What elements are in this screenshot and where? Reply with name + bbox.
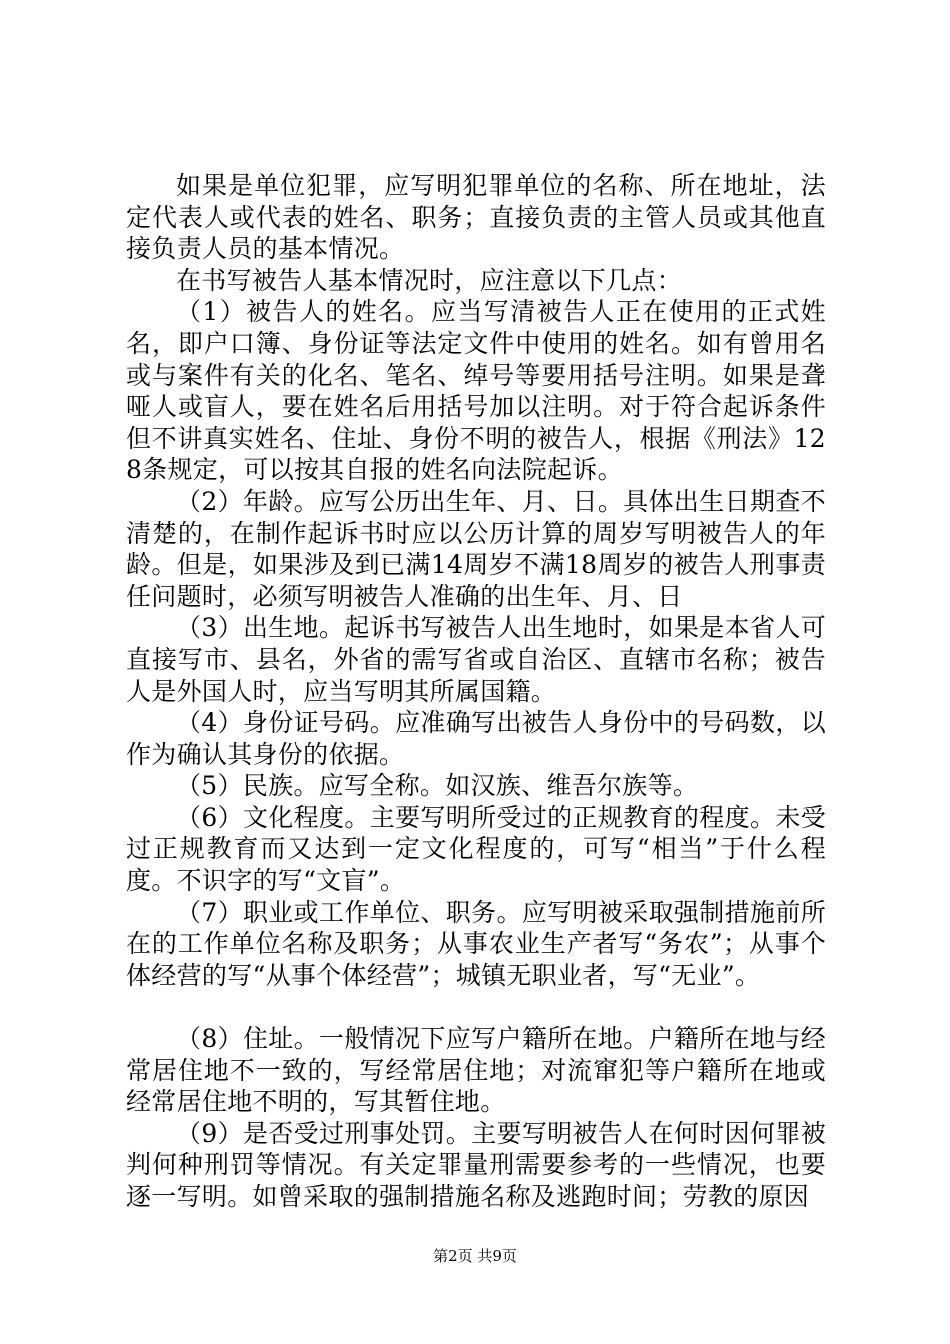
paragraph-item-8-address: （8）住址。一般情况下应写户籍所在地。户籍所在地与经常居住地不一致的，写经常居住地；对流窜犯等户籍所在地或经常居住地不明的，写其暂住地。 (126, 1024, 826, 1117)
paragraph-item-1-name: （1）被告人的姓名。应当写清被告人正在使用的正式姓名，即户口簿、身份证等法定文件中使用的姓名。如有曾用名或与案件有关的化名、笔名、绰号等要用括号注明。如果是聋哑人或盲人，要在姓名后用括号加以注明。对于符合起诉条件但不讲真实姓名、住址、身份不明的被告人，根据《刑法》128条规定，可以按其自报的姓名向法院起诉。 (126, 297, 826, 485)
paragraph-item-7-occupation: （7）职业或工作单位、职务。应写明被采取强制措施前所在的工作单位名称及职务；从事农业生产者写“务农”；从事个体经营的写“从事个体经营”；城镇无职业者，写“无业”。 (126, 897, 826, 990)
paragraph-unit-crime: 如果是单位犯罪，应写明犯罪单位的名称、所在地址，法定代表人或代表的姓名、职务；直接负责的主管人员或其他直接负责人员的基本情况。 (126, 171, 826, 264)
page-footer: 第2页 共9页 (433, 1247, 517, 1265)
document-body (126, 170, 826, 1213)
paragraph-item-4-id-number: （4）身份证号码。应准确写出被告人身份中的号码数，以作为确认其身份的依据。 (126, 708, 826, 769)
blank-line (126, 991, 826, 1023)
paragraph-item-2-age: （2）年龄。应写公历出生年、月、日。具体出生日期查不清楚的，在制作起诉书时应以公历计算的周岁写明被告人的年龄。但是，如果涉及到已满14周岁不满18周岁的被告人刑事责任问题时，必须写明被告人准确的出生年、月、日 (126, 486, 826, 611)
paragraph-item-6-education: （6）文化程度。主要写明所受过的正规教育的程度。未受过正规教育而又达到一定文化程度的，可写“相当”于什么程度。不识字的写“文盲”。 (126, 802, 826, 896)
paragraph-notes-intro: 在书写被告人基本情况时，应注意以下几点： (176, 265, 683, 295)
paragraph-item-9-criminal-record: （9）是否受过刑事处罚。主要写明被告人在何时因何罪被判何种刑罚等情况。有关定罪量刑需要参考的一些情况，也要逐一写明。如曾采取的强制措施名称及逃跑时间；劳教的原因 (126, 1118, 826, 1211)
paragraph-item-5-ethnicity: （5）民族。应写全称。如汉族、维吾尔族等。 (176, 771, 699, 801)
paragraph-item-3-birthplace: （3）出生地。起诉书写被告人出生地时，如果是本省人可直接写市、县名，外省的需写省或自治区、直辖市名称；被告人是外国人时，应当写明其所属国籍。 (126, 613, 826, 706)
